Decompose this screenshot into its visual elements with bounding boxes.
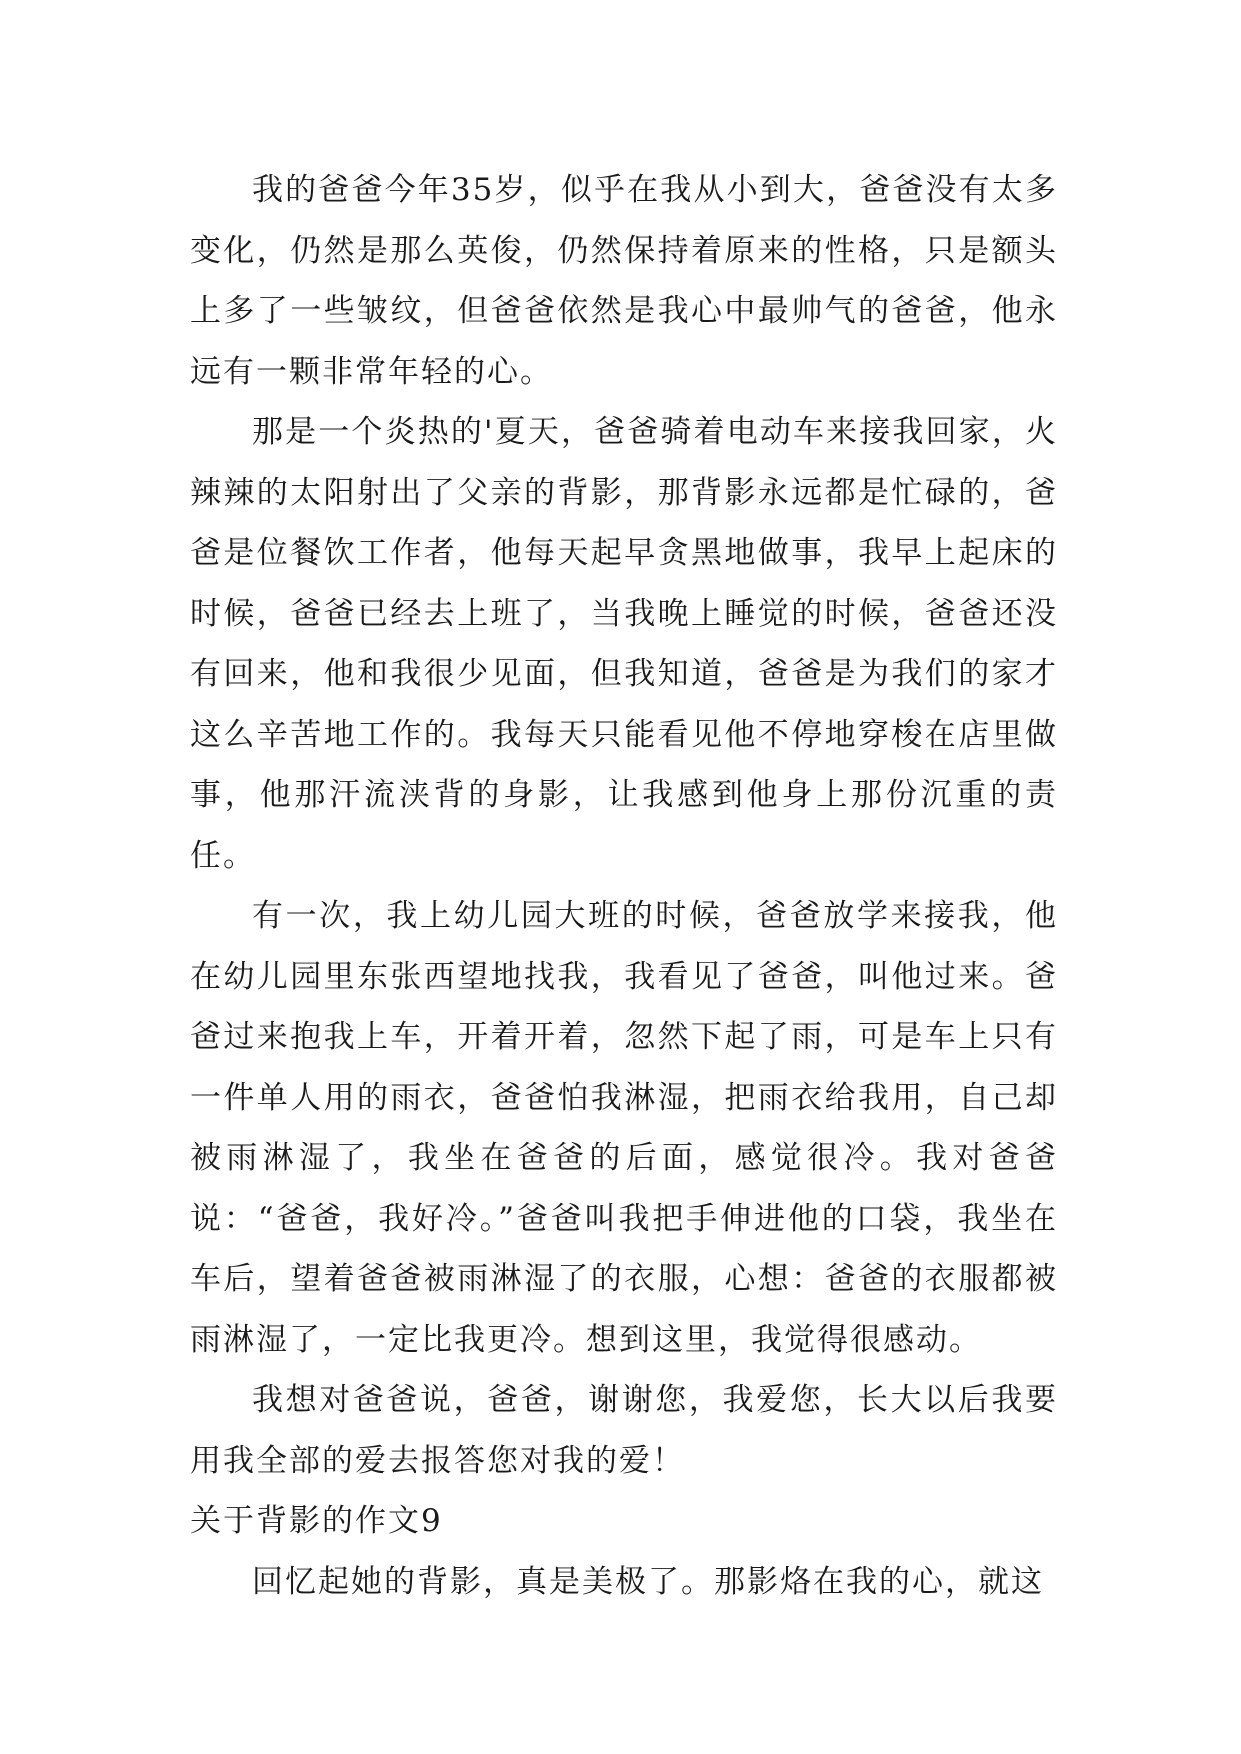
paragraph-her-silhouette: 回忆起她的背影，真是美极了。那影烙在我的心，就这 <box>252 1563 1044 1600</box>
paragraph-thanks: 我想对爸爸说，爸爸，谢谢您，我爱您，长大以后我要用我全部的爱去报答您对我的爱！ <box>190 1382 1058 1479</box>
paragraph-summer-memory: 那是一个炎热的'夏天，爸爸骑着电动车来接我回家，火辣辣的太阳射出了父亲的背影，那背影永远都是忙碌的，爸爸是位餐饮工作者，他每天起早贪黑地做事，我早上起床的时候，爸爸已经去上班了，当我晚上睡觉的时候，爸爸还没有回来，他和我很少见面，但我知道，爸爸是为我们的家才这么辛苦地工作的。我每天只能看见他不停地穿梭在店里做事，他那汗流浃背的身影，让我感到他身上那份沉重的责任。 <box>190 414 1058 874</box>
paragraph-father-description: 我的爸爸今年35岁，似乎在我从小到大，爸爸没有太多变化，仍然是那么英俊，仍然保持着原来的性格，只是额头上多了一些皱纹，但爸爸依然是我心中最帅气的爸爸，他永远有一颗非常年轻的心。 <box>190 172 1058 390</box>
paragraph-rain-memory: 有一次，我上幼儿园大班的时候，爸爸放学来接我，他在幼儿园里东张西望地找我，我看见了爸爸，叫他过来。爸爸过来抱我上车，开着开着，忽然下起了雨，可是车上只有一件单人用的雨衣，爸爸怕我淋湿，把雨衣给我用，自己却被雨淋湿了，我坐在爸爸的后面，感觉很冷。我对爸爸说：“爸爸，我好冷。”爸爸叫我把手伸进他的口袋，我坐在车后，望着爸爸被雨淋湿了的衣服，心想：爸爸的衣服都被雨淋湿了，一定比我更冷。想到这里，我觉得很感动。 <box>190 898 1058 1358</box>
section-heading: 关于背影的作文9 <box>190 1503 443 1539</box>
document-body <box>190 160 1058 1612</box>
